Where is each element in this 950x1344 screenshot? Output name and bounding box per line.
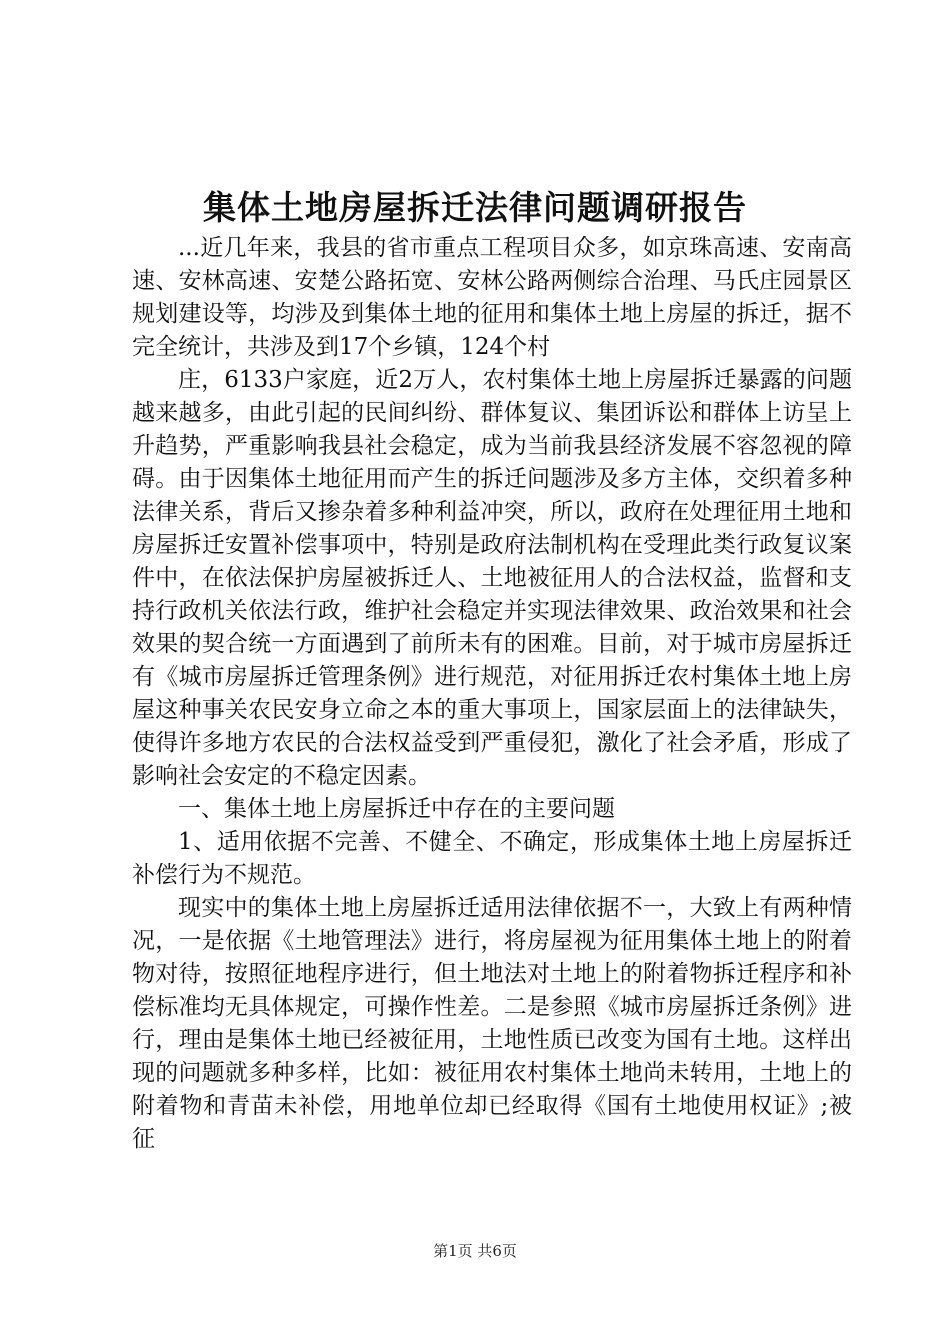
- section-heading: 一、集体土地上房屋拆迁中存在的主要问题: [178, 796, 615, 822]
- page-title: 集体土地房屋拆迁法律问题调研报告: [203, 188, 747, 227]
- subsection-heading: 1、适用依据不完善、不健全、不确定，形成集体土地上房屋拆迁补偿行为不规范。: [132, 829, 852, 888]
- paragraph-background: 庄，6133户家庭，近2万人，农村集体土地上房屋拆迁暴露的问题越来越多，由此引起的民间纠纷、群体复议、集团诉讼和群体上访呈上升趋势，严重影响我县社会稳定，成为当前我县经济发展不容忽视的障碍。由于因集体土地征用而产生的拆迁问题涉及多方主体，交织着多种法律关系，背后又掺杂着多种利益冲突，所以，政府在处理征用土地和房屋拆迁安置补偿事项中，特别是政府法制机构在受理此类行政复议案件中，在依法保护房屋被拆迁人、土地被征用人的合法权益，监督和支持行政机关依法行政，维护社会稳定并实现法律效果、政治效果和社会效果的契合统一方面遇到了前所未有的困难。目前，对于城市房屋拆迁有《城市房屋拆迁管理条例》进行规范，对征用拆迁农村集体土地上房屋这种事关农民安身立命之本的重大事项上，国家层面上的法律缺失，使得许多地方农民的合法权益受到严重侵犯，激化了社会矛盾，形成了影响社会安定的不稳定因素。: [132, 367, 852, 789]
- paragraph-analysis: 现实中的集体土地上房屋拆迁适用法律依据不一，大致上有两种情况，一是依据《土地管理法》进行，将房屋视为征用集体土地上的附着物对待，按照征地程序进行，但土地法对土地上的附着物拆迁程序和补偿标准均无具体规定，可操作性差。二是参照《城市房屋拆迁条例》进行，理由是集体土地已经被征用，土地性质已改变为国有土地。这样出现的问题就多种多样，比如：被征用农村集体土地尚未转用，土地上的附着物和青苗未补偿，用地单位却已经取得《国有土地使用权证》;被征: [132, 895, 852, 1152]
- page-footer: 第1页 共6页: [433, 1242, 517, 1260]
- document-body: [132, 232, 852, 1156]
- paragraph-intro: ...近几年来，我县的省市重点工程项目众多，如京珠高速、安南高速、安林高速、安楚公路拓宽、安林公路两侧综合治理、马氏庄园景区规划建设等，均涉及到集体土地的征用和集体土地上房屋的拆迁，据不完全统计，共涉及到17个乡镇，124个村: [132, 235, 852, 360]
